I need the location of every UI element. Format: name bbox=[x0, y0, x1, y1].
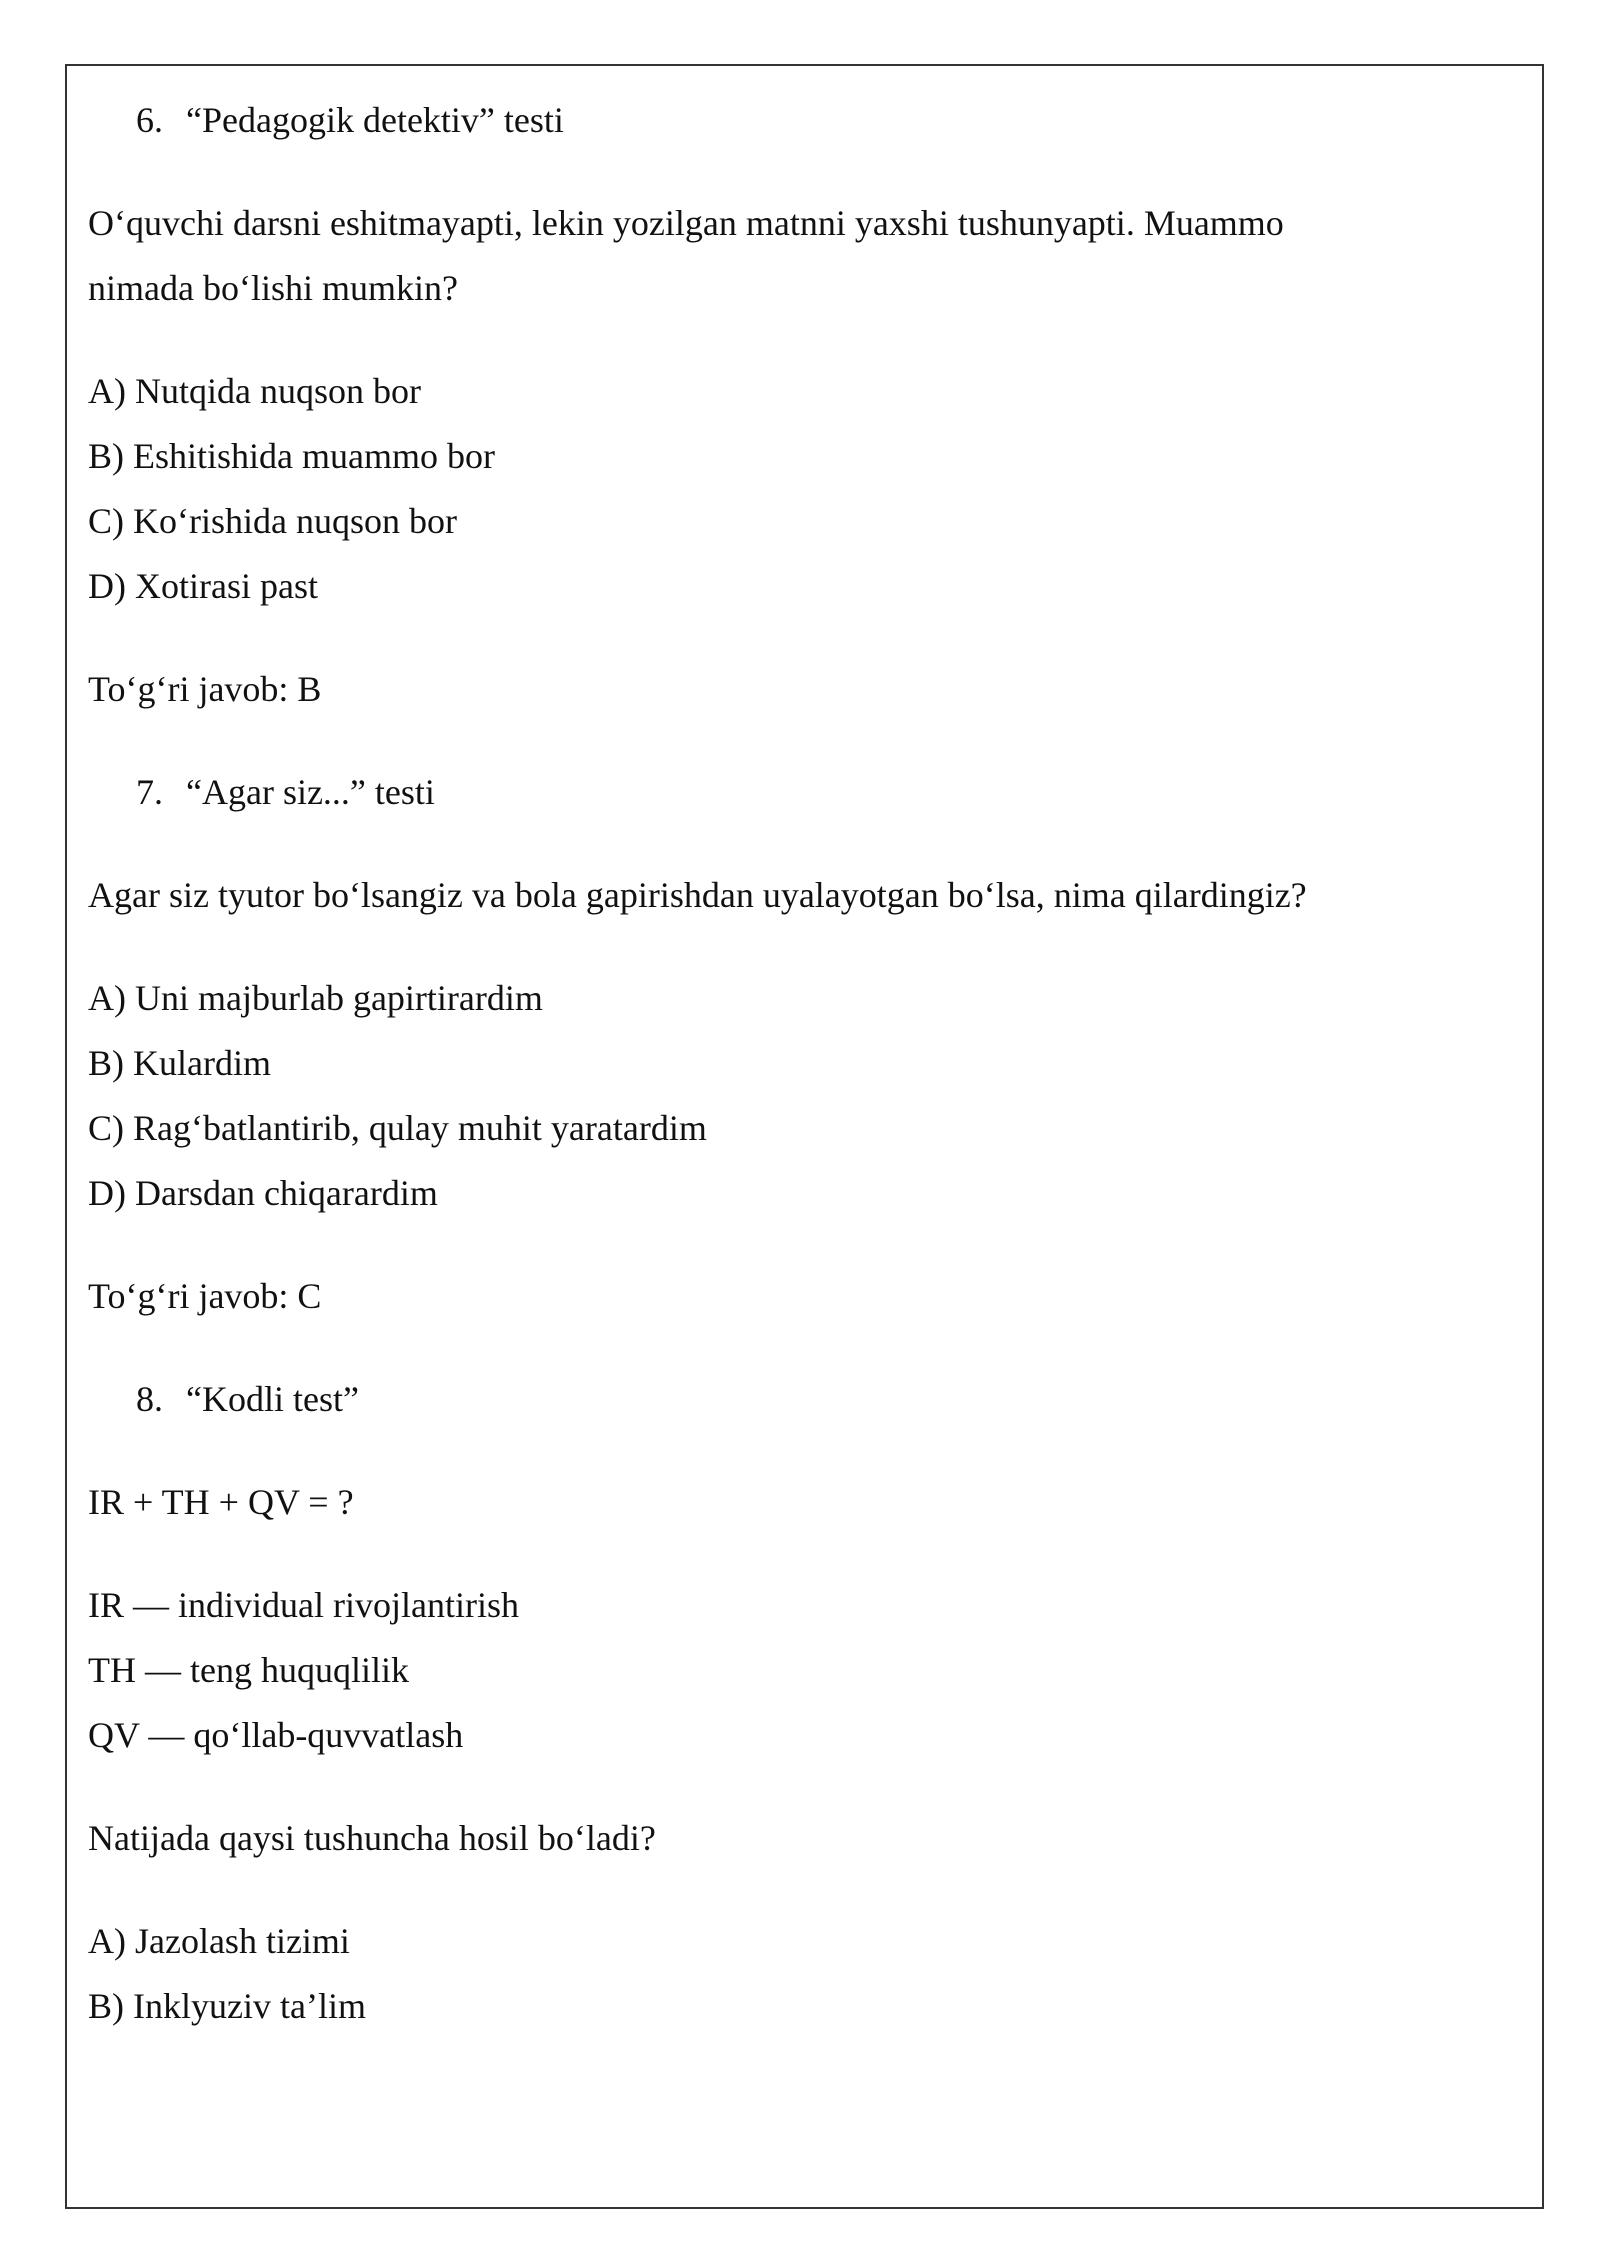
section-8-heading bbox=[88, 1367, 1488, 1432]
section-7-heading bbox=[88, 760, 1488, 825]
option-a: A) Jazolash tizimi bbox=[88, 1921, 350, 1961]
section-number: 8. bbox=[136, 1379, 163, 1419]
section-7-options bbox=[88, 966, 1488, 1226]
section-6-heading bbox=[88, 88, 1488, 153]
section-8-question: Natijada qaysi tushuncha hosil bo‘ladi? bbox=[88, 1818, 656, 1858]
section-number: 7. bbox=[136, 772, 163, 812]
section-7-answer: To‘g‘ri javob: C bbox=[88, 1276, 322, 1316]
option-a: A) Nutqida nuqson bor bbox=[88, 371, 421, 411]
option-b: B) Inklyuziv ta’lim bbox=[88, 1986, 366, 2026]
section-6-options bbox=[88, 359, 1488, 619]
section-6-answer: To‘g‘ri javob: B bbox=[88, 669, 322, 709]
option-b: B) Eshitishida muammo bor bbox=[88, 436, 495, 476]
question-line: nimada bo‘lishi mumkin? bbox=[88, 268, 458, 308]
option-a: A) Uni majburlab gapirtirardim bbox=[88, 978, 543, 1018]
section-6-question bbox=[88, 191, 1488, 321]
section-title: “Kodli test” bbox=[186, 1379, 359, 1419]
section-title: “Agar siz...” testi bbox=[186, 772, 435, 812]
option-c: C) Rag‘batlantirib, qulay muhit yaratardim bbox=[88, 1108, 707, 1148]
section-8-definitions bbox=[88, 1573, 1488, 1768]
definition-ir: IR — individual rivojlantirish bbox=[88, 1585, 519, 1625]
question-line: O‘quvchi darsni eshitmayapti, lekin yozilgan matnni yaxshi tushunyapti. Muammo bbox=[88, 203, 1284, 243]
section-number: 6. bbox=[136, 100, 163, 140]
definition-th: TH — teng huquqlilik bbox=[88, 1650, 409, 1690]
option-b: B) Kulardim bbox=[88, 1043, 271, 1083]
section-8-formula: IR + TH + QV = ? bbox=[88, 1482, 354, 1522]
definition-qv: QV — qo‘llab-quvvatlash bbox=[88, 1715, 464, 1755]
section-title: “Pedagogik detektiv” testi bbox=[186, 100, 564, 140]
section-7-question: Agar siz tyutor bo‘lsangiz va bola gapirishdan uyalayotgan bo‘lsa, nima qilardingiz? bbox=[88, 875, 1307, 915]
section-8-options bbox=[88, 1909, 1488, 2039]
option-d: D) Xotirasi past bbox=[88, 566, 318, 606]
option-d: D) Darsdan chiqarardim bbox=[88, 1173, 438, 1213]
document-body bbox=[88, 88, 1488, 2039]
option-c: C) Ko‘rishida nuqson bor bbox=[88, 501, 457, 541]
